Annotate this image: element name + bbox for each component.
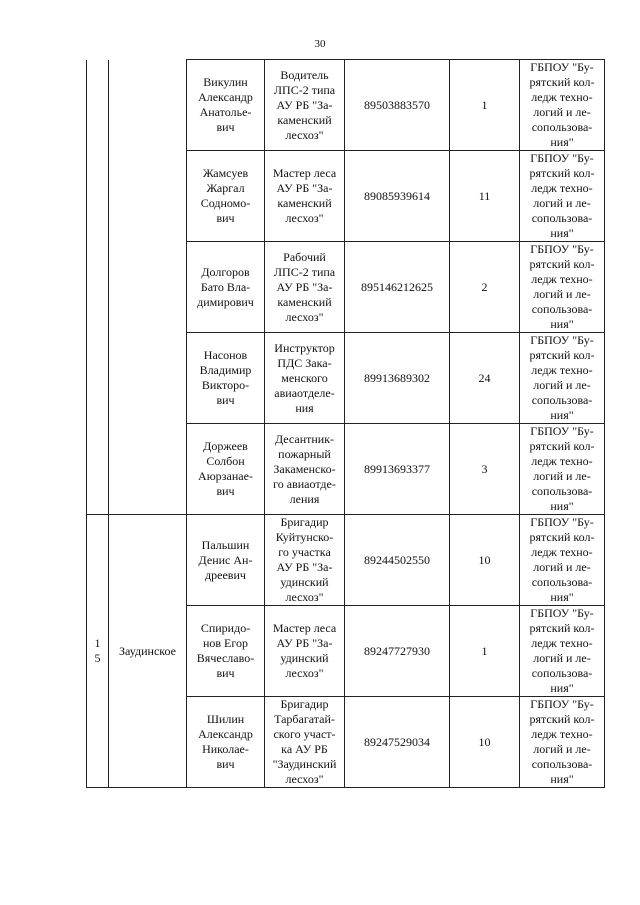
employee-position: Водитель ЛПС-2 типа АУ РБ "За- каменский лесхоз" (265, 60, 345, 151)
employee-phone: 89244502550 (345, 515, 450, 606)
employee-position: Бригадир Куйтунско- го участка АУ РБ "За- удинский лесхоз" (265, 515, 345, 606)
row-number-cell (87, 60, 109, 515)
table-row (87, 515, 605, 606)
employee-name: Доржеев Солбон Аюрзанае- вич (187, 424, 265, 515)
employee-phone: 89247529034 (345, 697, 450, 788)
employee-experience: 11 (450, 151, 520, 242)
district-cell (109, 60, 187, 515)
employee-name: Долгоров Бато Вла- димирович (187, 242, 265, 333)
employee-name: Насонов Владимир Викторо- вич (187, 333, 265, 424)
page-number: 30 (314, 38, 326, 50)
row-number-cell: 1 5 (87, 515, 109, 788)
employee-phone: 89913689302 (345, 333, 450, 424)
employee-name: Жамсуев Жаргал Содномо- вич (187, 151, 265, 242)
employee-experience: 10 (450, 697, 520, 788)
employee-experience: 24 (450, 333, 520, 424)
employee-experience: 3 (450, 424, 520, 515)
employee-phone: 89247727930 (345, 606, 450, 697)
district-cell: Заудинское (109, 515, 187, 788)
employee-education: ГБПОУ "Бу- рятский кол- ледж техно- логий и ле- сопользова- ния" (520, 333, 605, 424)
staff-table (86, 59, 605, 788)
employee-phone: 89913693377 (345, 424, 450, 515)
employee-experience: 1 (450, 60, 520, 151)
employee-position: Бригадир Тарбагатай- ского участ- ка АУ РБ "Заудинский лесхоз" (265, 697, 345, 788)
employee-position: Мастер леса АУ РБ "За- каменский лесхоз" (265, 151, 345, 242)
employee-education: ГБПОУ "Бу- рятский кол- ледж техно- логий и ле- сопользова- ния" (520, 424, 605, 515)
employee-phone: 89085939614 (345, 151, 450, 242)
employee-name: Пальшин Денис Ан- дреевич (187, 515, 265, 606)
employee-name: Спиридо- нов Егор Вячеславо- вич (187, 606, 265, 697)
employee-education: ГБПОУ "Бу- рятский кол- ледж техно- логий и ле- сопользова- ния" (520, 60, 605, 151)
employee-experience: 1 (450, 606, 520, 697)
employee-education: ГБПОУ "Бу- рятский кол- ледж техно- логий и ле- сопользова- ния" (520, 606, 605, 697)
employee-education: ГБПОУ "Бу- рятский кол- ледж техно- логий и ле- сопользова- ния" (520, 515, 605, 606)
employee-position: Мастер леса АУ РБ "За- удинский лесхоз" (265, 606, 345, 697)
table-row (87, 60, 605, 151)
employee-experience: 2 (450, 242, 520, 333)
employee-education: ГБПОУ "Бу- рятский кол- ледж техно- логий и ле- сопользова- ния" (520, 151, 605, 242)
employee-education: ГБПОУ "Бу- рятский кол- ледж техно- логий и ле- сопользова- ния" (520, 697, 605, 788)
employee-position: Десантник- пожарный Закаменско- го авиаотде- ления (265, 424, 345, 515)
employee-education: ГБПОУ "Бу- рятский кол- ледж техно- логий и ле- сопользова- ния" (520, 242, 605, 333)
employee-name: Викулин Александр Анатолье- вич (187, 60, 265, 151)
employee-experience: 10 (450, 515, 520, 606)
employee-name: Шилин Александр Николае- вич (187, 697, 265, 788)
employee-position: Инструктор ПДС Зака- менского авиаотделе- ния (265, 333, 345, 424)
employee-phone: 895146212625 (345, 242, 450, 333)
employee-phone: 89503883570 (345, 60, 450, 151)
employee-position: Рабочий ЛПС-2 типа АУ РБ "За- каменский лесхоз" (265, 242, 345, 333)
